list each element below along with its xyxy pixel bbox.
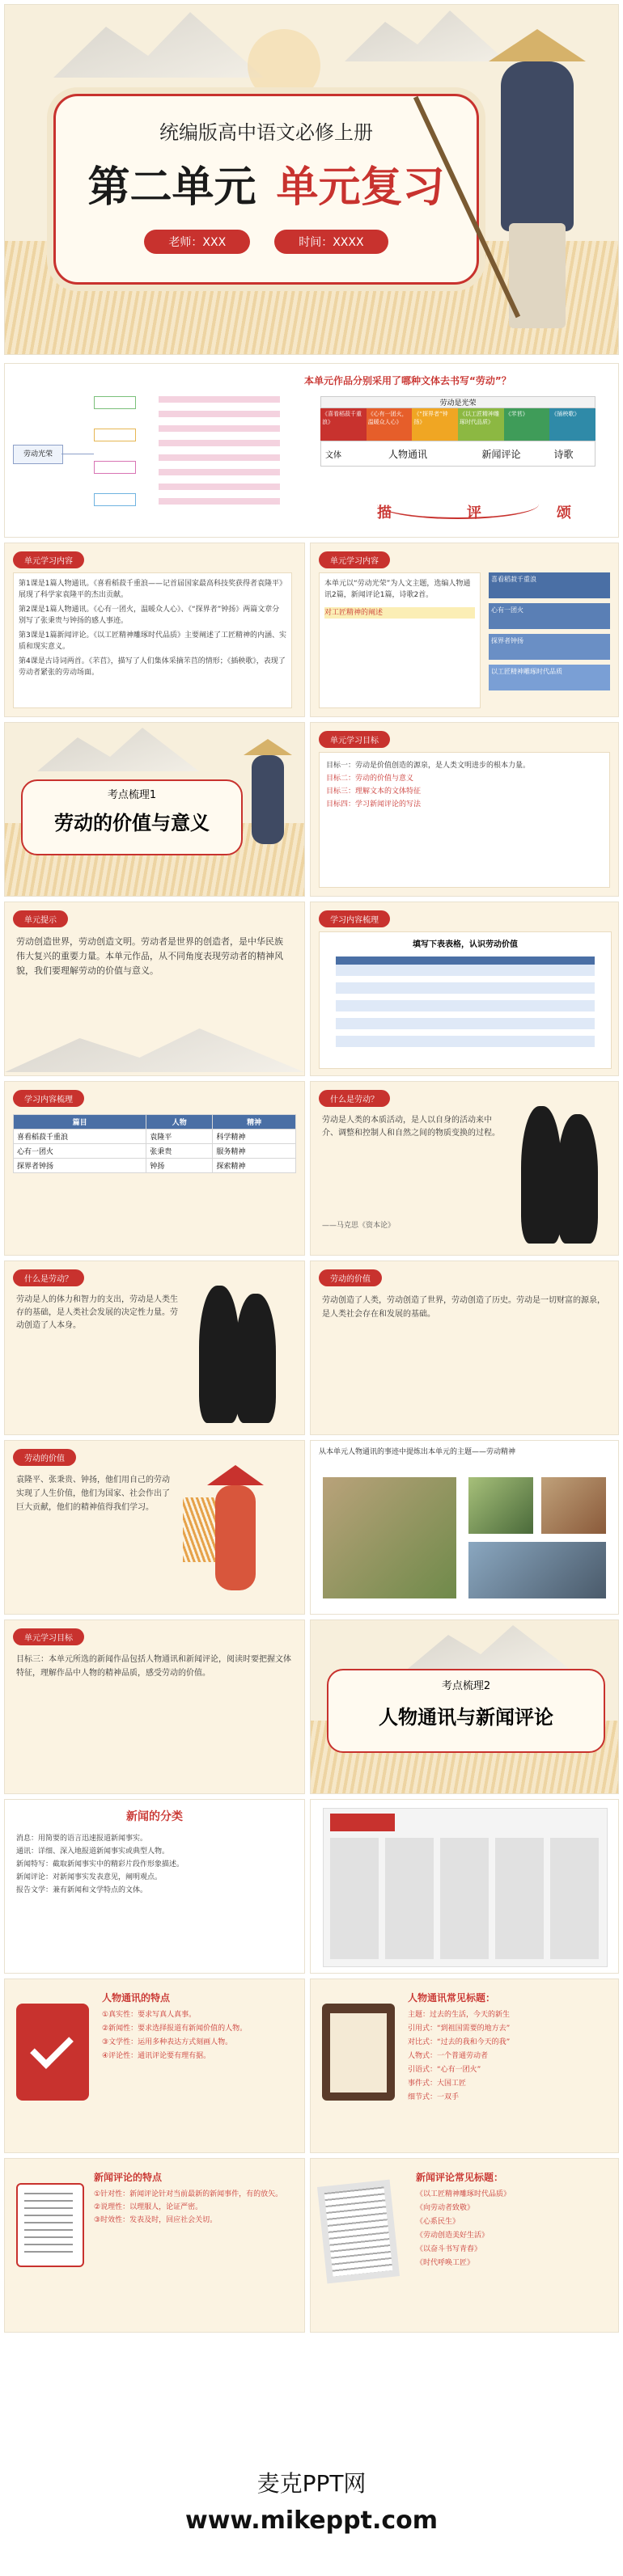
cover-top-title: 统编版高中语文必修上册 [159, 121, 373, 144]
headline-line: 主题：过去的生活，今天的新生 [408, 2011, 511, 2019]
content-table [13, 1114, 296, 1173]
table-cell: 心有一团火 [14, 1144, 146, 1159]
harvest-illustration [183, 1465, 288, 1603]
worker-silhouette [199, 1286, 239, 1423]
slide-what-is-labor [311, 1082, 618, 1255]
mind-node [94, 493, 136, 506]
section-pill: 劳动的价值 [13, 1449, 76, 1466]
commentary-list [94, 2188, 296, 2227]
section-pill: 学习内容梳理 [13, 1090, 84, 1107]
time-label: 时间：XXXX [274, 230, 388, 254]
feature-line: ④评论性：通讯评论要有理有据。 [102, 2052, 211, 2060]
section-pill: 单元学习内容 [13, 551, 84, 568]
photo-2 [468, 1477, 533, 1534]
sun-circle [248, 29, 320, 102]
news-type-line: 新闻特写：截取新闻事实中的精彩片段作形象描述。 [16, 1860, 184, 1869]
slide-labor-value-2 [5, 1441, 304, 1614]
content-p1: 第1课是1篇人物通讯。《喜看稻菽千重浪——记首届国家最高科技奖获得者袁隆平》展现了科学家袁隆平的杰出贡献。 [19, 580, 286, 599]
table-row [14, 1159, 296, 1173]
fill-table-box [319, 931, 612, 1069]
headline-list [408, 2008, 610, 2105]
verb-praise: 颂 [557, 505, 571, 522]
slide-labor-definition [5, 1261, 304, 1434]
content-p4: 第4课是古诗词两首。《芣苢》，描写了人们集体采摘芣苢的情形；《插秧歌》，表现了劳动者紧张的劳动场面。 [19, 657, 286, 677]
table-row [14, 1144, 296, 1159]
table-cell: 服务精神 [213, 1144, 296, 1159]
table-cell: 探界者钟扬 [14, 1159, 146, 1173]
genre-col: 《芣苢》 [504, 408, 550, 441]
genre-value: 新闻评论 [481, 448, 521, 460]
spirit-title: 从本单元人物通讯的事迹中提炼出本单元的主题——劳动精神 [319, 1448, 516, 1456]
footer-brand: 麦克PPT网 [256, 2470, 367, 2497]
check-icon [30, 2025, 74, 2069]
goal-line: 目标四：学习新闻评论的写法 [326, 800, 422, 809]
genre-col: 《插秧歌》 [549, 408, 595, 441]
photo-3 [541, 1477, 606, 1534]
slide-news-types [5, 1800, 304, 1973]
section-pill: 学习内容梳理 [319, 910, 390, 927]
c-headline-line: 《心系民生》 [416, 2218, 460, 2226]
value2-text: 袁隆平、张秉贵、钟扬，他们用自己的劳动实现了人生价值，他们为国家、社会作出了巨大贡献，他们的精神值得我们学习。 [16, 1476, 170, 1512]
genre-col: 《喜看稻菽千重浪》 [320, 408, 367, 441]
slide-newspaper [311, 1800, 618, 1973]
slide-unit-content [5, 543, 304, 716]
farmer-illustration [473, 21, 602, 344]
ink-mountain [53, 5, 264, 78]
footer [0, 2345, 623, 2576]
slide-labor-value [311, 1261, 618, 1434]
newspaper-masthead [330, 1814, 395, 1831]
ink-mountain [408, 1620, 570, 1669]
genre-col: 《“探界者”钟扬》 [412, 408, 458, 441]
commentary-title: 新闻评论的特点 [94, 2172, 163, 2183]
farmer-body [501, 61, 574, 231]
slide-feature-traits [5, 1979, 304, 2152]
genre-value: 人物通讯 [388, 448, 427, 460]
table-header: 篇目 [14, 1115, 146, 1130]
mind-node [94, 396, 136, 409]
c-headline-line: 《时代呼唤工匠》 [416, 2259, 475, 2267]
worker-silhouette [235, 1294, 276, 1423]
clipboard-graphic [322, 2004, 395, 2101]
theme-card: 心有一团火 [489, 603, 610, 629]
section-pill: 单元学习内容 [319, 551, 390, 568]
theme-card: 以工匠精神雕琢时代品质 [489, 665, 610, 690]
theme-card: 喜看稻菽千重浪 [489, 572, 610, 598]
commentary-line: ①针对性：新闻评论针对当前最新的新闻事件，有的放矢。 [94, 2190, 283, 2198]
table-header: 精神 [213, 1115, 296, 1130]
photo-4 [468, 1542, 606, 1598]
point-title: 劳动的价值与意义 [54, 811, 210, 834]
labor-source: ——马克思《资本论》 [322, 1222, 396, 1230]
footer-url[interactable]: www.mikeppt.com [185, 2506, 438, 2535]
labor-text: 劳动是人类的本质活动，是人以自身的活动来中介、调整和控制人和自然之间的物质变换的过程。 [322, 1116, 500, 1138]
news-type-line: 消息：用简要的语言迅速报道新闻事实。 [16, 1835, 148, 1843]
slide-spirit-photos [311, 1441, 618, 1614]
verb-comment: 评 [467, 505, 481, 522]
table-cell: 张秉贵 [146, 1144, 213, 1159]
table-cell: 喜看稻菽千重浪 [14, 1130, 146, 1144]
slide-unit-tips [5, 902, 304, 1075]
ink-mountain [37, 723, 199, 771]
table-cell: 探索精神 [213, 1159, 296, 1173]
feature-line: ①真实性：要求写真人真事。 [102, 2011, 197, 2019]
c-headline-line: 《以工匠精神雕琢时代品质》 [416, 2190, 511, 2198]
section-pill: 单元学习目标 [13, 1628, 84, 1645]
newspaper-image [323, 1808, 608, 1967]
genre-row-label: 文体 [325, 450, 341, 460]
c-headline-title: 新闻评论常见标题： [416, 2172, 504, 2183]
news-types-list [16, 1832, 291, 1897]
worker-silhouette [557, 1114, 598, 1244]
headline-title: 人物通讯常见标题： [408, 1992, 496, 2004]
point-label: 考点梳理1 [107, 789, 157, 801]
feature-title: 人物通讯的特点 [102, 1992, 171, 2004]
theme-intro: 本单元以“劳动光荣”为人文主题，选编人物通讯2篇，新闻评论1篇，诗歌2首。 [324, 580, 471, 599]
commentary-line: ②说理性：以理服人，论证严密。 [94, 2203, 203, 2211]
mind-node [94, 461, 136, 474]
slide-point1 [5, 723, 304, 896]
mind-leaf [159, 388, 280, 509]
slide-fill-table [311, 902, 618, 1075]
headline-line: 引语式：“心有一团火” [408, 2066, 481, 2074]
feature-list [102, 2008, 296, 2063]
table-header: 人物 [146, 1115, 213, 1130]
headline-line: 人物式：一个普通劳动者 [408, 2052, 489, 2060]
table-cell: 钟扬 [146, 1159, 213, 1173]
content-p2: 第2课是1篇人物通讯。《心有一团火，温暖众人心》、《“探界者”钟扬》两篇文章分别写了张秉贵与钟扬的感人事迹。 [19, 606, 280, 625]
section-pill: 什么是劳动？ [319, 1090, 390, 1107]
cover-unit-title: 第二单元 [87, 163, 256, 212]
verb-describe: 描 [377, 505, 392, 522]
goal3-text: 目标三：本单元所选的新闻作品包括人物通讯和新闻评论，阅读时要把握文体特征，理解作品中人物的精神品质，感受劳动的价值。 [16, 1655, 291, 1678]
farmer-figure [239, 739, 296, 885]
section-pill: 单元提示 [13, 910, 68, 927]
feature-line: ③文学性：运用多种表达方式刻画人物。 [102, 2038, 233, 2046]
mind-node [94, 429, 136, 441]
point-banner [327, 1669, 605, 1753]
cover-unit-subtitle: 单元复习 [276, 163, 445, 212]
slide-cover [5, 5, 618, 354]
slide-commentary-headlines [311, 2159, 618, 2332]
genre-question: 本单元作品分别采用了哪种文体去书写“劳动”？ [304, 375, 511, 386]
headline-line: 细节式：一双手 [408, 2093, 460, 2101]
paper-stack-graphic [317, 2180, 400, 2284]
fill-table-grid [336, 956, 595, 1054]
table-cell: 科学精神 [213, 1130, 296, 1144]
goals-box [319, 752, 610, 888]
mind-center: 劳动光荣 [13, 445, 63, 464]
section-pill: 什么是劳动？ [13, 1269, 84, 1286]
check-graphic [16, 2004, 89, 2101]
commentary-line: ③时效性：发表及时，回应社会关切。 [94, 2216, 218, 2224]
theme-box [319, 572, 481, 708]
farmer-hat [489, 29, 586, 61]
goal-line: 目标二：劳动的价值与意义 [326, 775, 414, 783]
headline-line: 事件式：大国工匠 [408, 2080, 467, 2088]
headline-line: 对比式：“过去的我和今天的我” [408, 2038, 511, 2046]
news-type-line: 通讯：详细、深入地报道新闻事实或典型人物。 [16, 1848, 170, 1856]
news-types-title: 新闻的分类 [126, 1810, 183, 1823]
slide-unit-theme [311, 543, 618, 716]
theme-card: 探界者钟扬 [489, 634, 610, 660]
photo-1 [323, 1477, 456, 1598]
table-cell: 袁隆平 [146, 1130, 213, 1144]
genre-table [320, 396, 595, 467]
table-row [14, 1130, 296, 1144]
definition-text: 劳动是人的体力和智力的支出，劳动是人类生存的基础，是人类社会发展的决定性力量。劳动创造了人本身。 [16, 1295, 178, 1330]
theme-cards [489, 572, 610, 690]
headline-line: 引用式：“到祖国需要的地方去” [408, 2025, 511, 2033]
news-type-line: 新闻评论：对新闻事实发表意见，阐明观点。 [16, 1873, 163, 1881]
c-headline-line: 《劳动创造美好生活》 [416, 2232, 490, 2240]
feature-line: ②新闻性：要求选择报道有新闻价值的人物。 [102, 2025, 248, 2033]
genre-col: 《心有一团火，温暖众人心》 [367, 408, 413, 441]
newspaper-icon-graphic [16, 2183, 84, 2267]
c-headline-line: 《向劳动者致敬》 [416, 2204, 475, 2212]
theme-mark: 对工匠精神的阐述 [324, 607, 475, 619]
section-pill: 单元学习目标 [319, 731, 390, 748]
newspaper-columns [330, 1838, 600, 1959]
teacher-label: 老师：XXX [144, 230, 250, 254]
point-title: 人物通讯与新闻评论 [379, 1705, 553, 1729]
ink-mountain [5, 1024, 304, 1072]
content-p3: 第3课是1篇新闻评论。《以工匠精神雕琢时代品质》主要阐述了工匠精神的内涵、实质和现实意义。 [19, 631, 286, 651]
point-banner [21, 779, 243, 855]
fill-table-title: 填写下表表格，认识劳动价值 [413, 940, 518, 949]
worker-silhouette [521, 1106, 562, 1244]
c-headline-line: 《以奋斗书写青春》 [416, 2245, 482, 2253]
value-text: 劳动创造了人类，劳动创造了世界，劳动创造了历史。劳动是一切财富的源泉，是人类社会存在和发展的基础。 [322, 1296, 605, 1319]
mind-map [13, 380, 288, 526]
content-box [13, 572, 292, 708]
goal-line: 目标三：理解文本的文体特征 [326, 788, 422, 796]
genre-value: 诗歌 [553, 448, 574, 460]
slide-goals [311, 723, 618, 896]
tips-text: 劳动创造世界，劳动创造文明。劳动者是世界的创造者，是中华民族伟大复兴的重要力量。本单元作品，从不同角度表现劳动者的精神风貌，我们要理解劳动的价值与意义。 [16, 936, 283, 976]
slide-content-table [5, 1082, 304, 1255]
news-type-line: 报告文学：兼有新闻和文学特点的文体。 [16, 1886, 148, 1894]
title-frame [53, 94, 479, 285]
goal-line: 目标一：劳动是价值创造的源泉，是人类文明进步的根本力量。 [326, 762, 531, 770]
genre-col: 《以工匠精神雕琢时代品质》 [458, 408, 504, 441]
section-pill: 劳动的价值 [319, 1269, 382, 1286]
slide-commentary-traits [5, 2159, 304, 2332]
slide-feature-headlines [311, 1979, 618, 2152]
slide-genres [5, 364, 618, 537]
slide-goal3 [5, 1620, 304, 1793]
c-headline-list [416, 2188, 610, 2270]
slide-point2 [311, 1620, 618, 1793]
table-caption: 劳动是光荣 [320, 396, 595, 408]
point-label: 考点梳理2 [441, 1680, 491, 1692]
